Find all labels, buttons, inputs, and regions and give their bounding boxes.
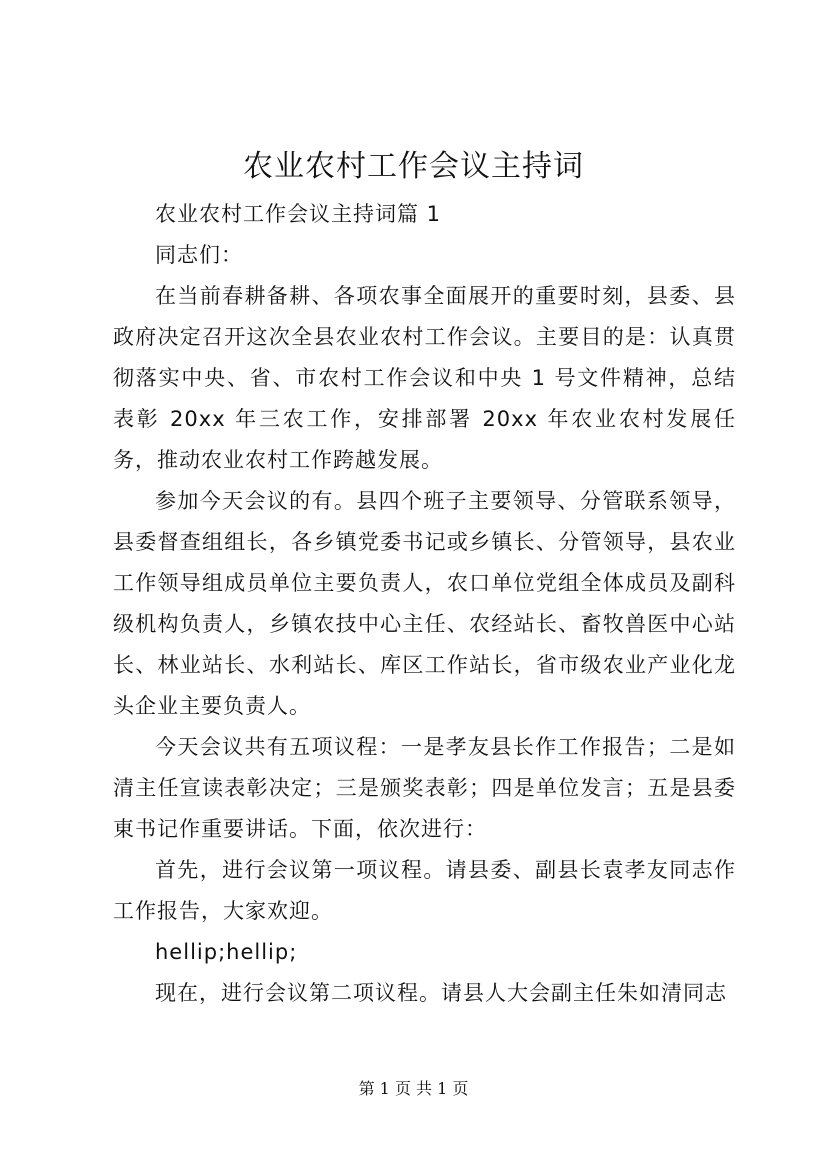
document-body — [113, 194, 736, 1014]
paragraph: 首先，进行会议第一项议程。请县委、副县长袁孝友同志作工作报告，大家欢迎。 — [113, 858, 736, 923]
paragraph: 参加今天会议的有。县四个班子主要领导、分管联系领导，县委督查组组长，各乡镇党委书记或乡镇长、分管领导，县农业工作领导组成员单位主要负责人，农口单位党组全体成员及副科级机构负责人，乡镇农技中心主任、农经站长、畜牧兽医中心站长、林业站长、水利站长、库区工作站长，省市级农业产业化龙头企业主要负责人。 — [113, 489, 736, 718]
paragraph: 现在，进行会议第二项议程。请县人大会副主任朱如清同志 — [155, 981, 727, 1005]
page-footer: 第 1 页 共 1 页 — [358, 1079, 469, 1098]
salutation: 同志们： — [155, 243, 243, 267]
paragraph: hellip;hellip; — [155, 940, 298, 964]
section-heading: 农业农村工作会议主持词篇 1 — [155, 202, 442, 226]
document-title: 农业农村工作会议主持词 — [243, 149, 584, 184]
paragraph: 今天会议共有五项议程：一是孝友县长作工作报告；二是如清主任宣读表彰决定；三是颁奖表彰；四是单位发言；五是县委東书记作重要讲话。下面，依次进行： — [113, 735, 736, 841]
paragraph: 在当前春耕备耕、各项农事全面展开的重要时刻，县委、县政府决定召开这次全县农业农村工作会议。主要目的是：认真贯彻落实中央、省、市农村工作会议和中央 1 号文件精神，总结表彰 20xx 年三农工作，安排部署 20xx 年农业农村发展任务，推动农业农村工作跨越发展。 — [113, 284, 736, 472]
